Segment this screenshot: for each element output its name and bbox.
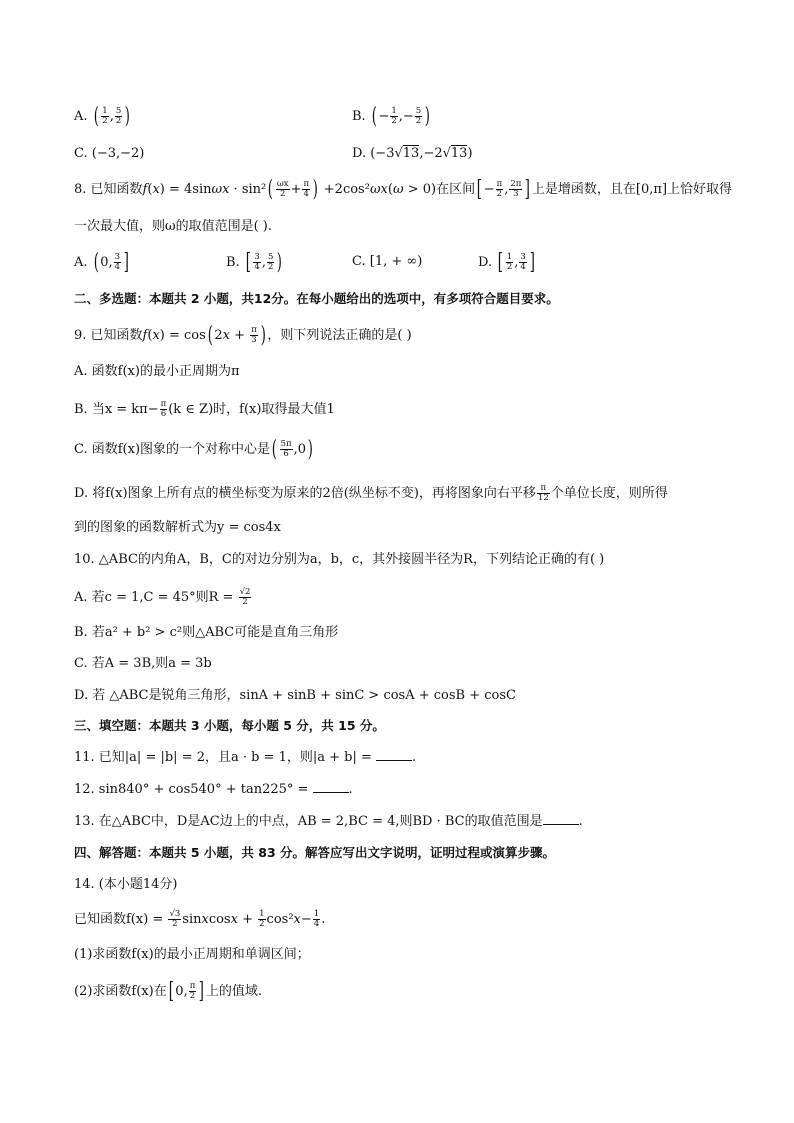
q13-answer-blank[interactable] [543, 812, 579, 825]
q9-option-b-suffix: (k ∈ Z)时，f(x)取得最大值1 [168, 402, 335, 417]
q10-option-b: B. 若a² + b² > c²则△ABC可能是直角三角形 [74, 625, 339, 640]
q8-option-c: C. [1, + ∞) [352, 254, 423, 269]
q8-stem-line2: 一次最大值，则ω的取值范围是( ). [74, 219, 273, 234]
q11-text: 11. 已知|a| = |b| = 2，且a · b = 1，则|a + b| = [74, 750, 377, 765]
q13-suffix: . [578, 814, 583, 829]
q11-suffix: . [412, 750, 417, 765]
q14-given-prefix: 已知函数f(x) = [74, 912, 168, 927]
q11 [74, 748, 416, 767]
q10-option-d: D. 若 △ABC是锐角三角形，sinA + sinB + sinC > cosA + cosB + cosC [74, 688, 516, 703]
q9-option-b-prefix: B. 当x = kπ− [74, 402, 159, 417]
q7-option-a: A. ( $\frac{1}{2}$ , $\frac{5}{2}$ ) [74, 103, 131, 129]
q12-text: 12. sin840° + cos540° + tan225° = [74, 782, 313, 797]
q8-option-a-label: A. [74, 255, 88, 270]
q13 [74, 812, 583, 831]
q9-option-d-line2: 到的图象的函数解析式为y = cos4x [74, 520, 281, 535]
q9-option-c: C. 函数f(x)图象的一个对称中心是( $\frac{5\pi}{6}$ ,0) [74, 436, 313, 462]
section-3-heading: 三、填空题：本题共 3 小题，每小题 5 分，共 15 分。 [74, 718, 385, 733]
q9-option-d-prefix: D. 将f(x)图象上所有点的横坐标变为原来的2倍(纵坐标不变)，再将图象向右平移 [74, 486, 536, 501]
q14-part-2: (2)求函数f(x)在[ 0, $\frac{\pi}{2}$ ] 上的值域. [74, 978, 263, 1004]
section-4-heading: 四、解答题：本题共 5 小题，共 83 分。解答应写出文字说明，证明过程或演算步骤。 [74, 845, 556, 860]
q12 [74, 780, 353, 799]
q9-option-d-suffix: 个单位长度，则所得 [550, 486, 668, 501]
q10-option-a-prefix: A. 若c = 1,C = 45°则R = [74, 590, 238, 605]
q9-prefix: 9. 已知函数 [74, 328, 143, 343]
q9-option-c-prefix: C. 函数f(x)图象的一个对称中心是 [74, 442, 271, 457]
q7-option-b: B. ( − $\frac{1}{2}$ ,− $\frac{5}{2}$ ) [352, 103, 431, 129]
q12-suffix: . [348, 782, 353, 797]
q10-stem: 10. △ABC的内角A，B，C的对边分别为a，b，c，其外接圆半径为R，下列结论正确的有( ) [74, 552, 605, 567]
q8-stem-line1: 8. 已知函数f(x) = 4sinωx · sin²( $\frac{\omega x}{2}$ + $\frac{\pi}{4}$ ) +2cos²ωx(ω > 0)在区间[ − $\frac{\pi}{2}$ , $\frac{2\pi}{3}$ ] 上是增函数，且在[0,π]上恰好取得 [74, 176, 733, 202]
q9-stem: 9. 已知函数f(x) = cos( 2x + $\frac{\pi}{3}$ ) ，则下列说法正确的是( ) [74, 322, 412, 348]
q7-option-a-label: A. [74, 109, 88, 124]
q8-line1-mid: 上是增函数，且在[0,π]上恰好取得 [531, 182, 733, 197]
q8-option-b: B. [ $\frac{3}{4}$ , $\frac{5}{2}$ ) [226, 249, 283, 275]
q8-prefix: 8. 已知函数 [74, 182, 143, 197]
q7-option-d: D. (−3√13,−2√13) [352, 146, 473, 161]
q13-text: 13. 在△ABC中，D是AC边上的中点，AB = 2,BC = 4,则BD · BC的取值范围是 [74, 814, 543, 829]
q14-part-2-prefix: (2)求函数f(x)在 [74, 984, 167, 999]
q14-given: 已知函数f(x) = $\frac{√3}{2}$ sinxcosx + $\frac{1}{2}$ cos²x− $\frac{1}{4}$ . [74, 909, 326, 929]
q10-option-a: A. 若c = 1,C = 45°则R = $\frac{√2}{2}$ [74, 587, 251, 607]
q8-option-d: D. [ $\frac{1}{2}$ , $\frac{3}{4}$ ] [478, 249, 535, 275]
q12-answer-blank[interactable] [313, 780, 349, 793]
q7-option-c: C. (−3,−2) [74, 146, 145, 161]
q8-option-b-label: B. [226, 255, 240, 270]
q8-option-d-label: D. [478, 255, 493, 270]
q9-option-b: B. 当x = kπ− $\frac{\pi}{6}$ (k ∈ Z)时，f(x)取得最大值1 [74, 399, 335, 419]
q14-heading: 14. (本小题14分) [74, 877, 178, 892]
q9-option-d: D. 将f(x)图象上所有点的横坐标变为原来的2倍(纵坐标不变)，再将图象向右平移 $\frac{\pi}{12}$ 个单位长度，则所得 [74, 483, 668, 503]
q7-option-b-label: B. [352, 109, 366, 124]
q10-option-c: C. 若A = 3B,则a = 3b [74, 656, 212, 671]
q14-part-2-suffix: 上的值域. [205, 984, 263, 999]
q11-answer-blank[interactable] [376, 748, 412, 761]
q9-option-a: A. 函数f(x)的最小正周期为π [74, 364, 240, 379]
q7-option-d-label: D. [352, 146, 367, 161]
q14-part-1: (1)求函数f(x)的最小正周期和单调区间； [74, 947, 310, 962]
section-2-heading: 二、多选题：本题共 2 小题，共12分。在每小题给出的选项中，有多项符合题目要求。 [74, 291, 559, 306]
q8-option-a: A. ( 0, $\frac{3}{4}$ ] [74, 249, 129, 275]
q9-suffix: ，则下列说法正确的是( ) [267, 328, 412, 343]
